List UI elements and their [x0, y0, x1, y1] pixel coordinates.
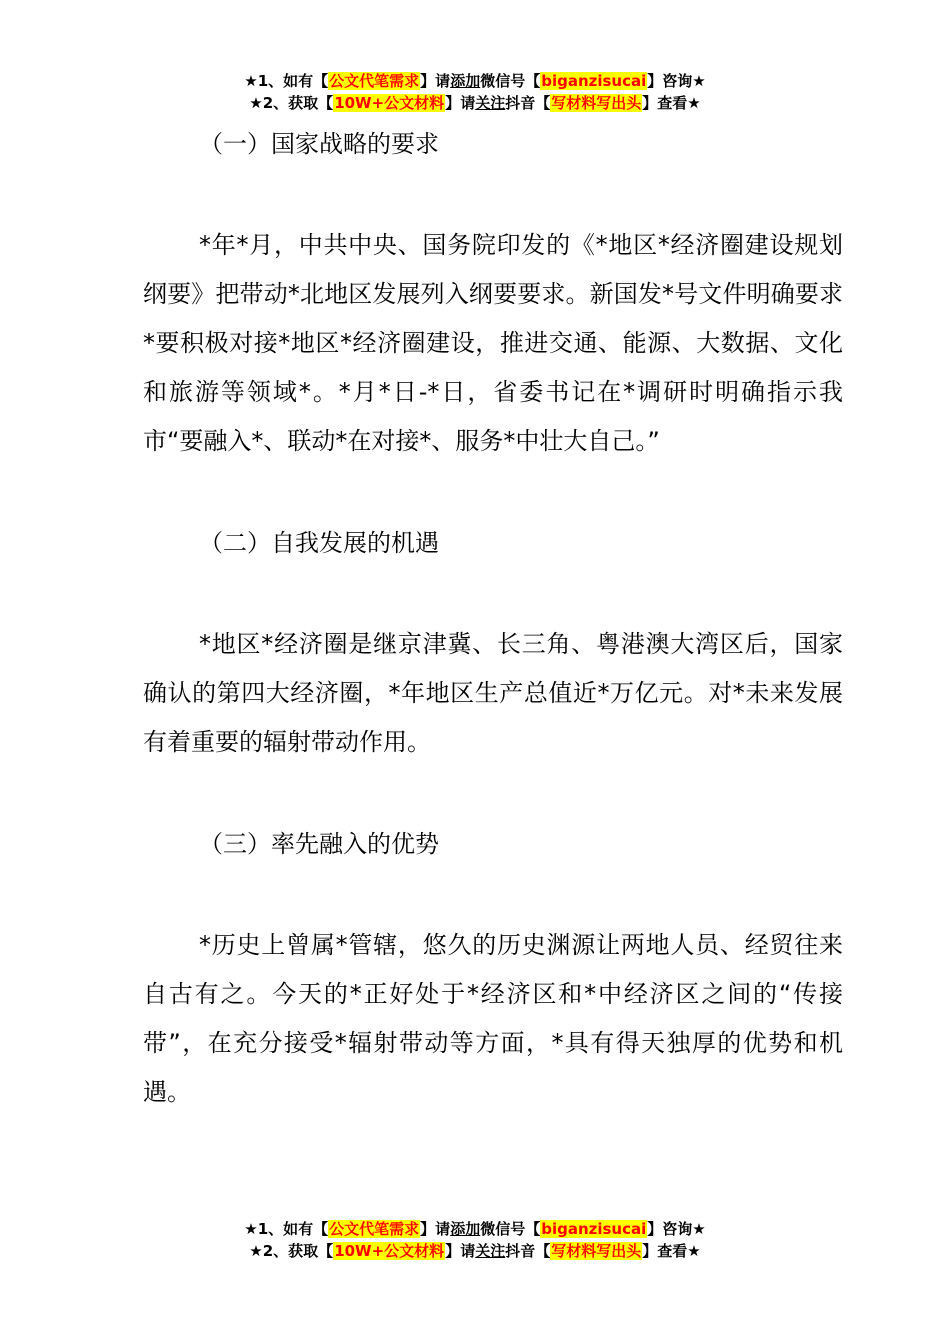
- document-body: [143, 120, 843, 1117]
- banner-underlined-text: 关注: [475, 94, 506, 112]
- banner-highlight: 公文代笔需求: [329, 72, 420, 90]
- banner-text: 微信号【: [480, 72, 541, 90]
- footer-line-2: [0, 1240, 950, 1262]
- banner-text: 】请: [445, 94, 476, 112]
- banner-highlight: 10W+公文材料: [334, 1242, 445, 1260]
- banner-text: 抖音【: [505, 94, 551, 112]
- banner-underlined-text: 添加: [450, 1220, 481, 1238]
- banner-text: 】查看★: [642, 1242, 701, 1260]
- banner-text: 】请: [445, 1242, 476, 1260]
- banner-text: ★1、如有【: [244, 72, 329, 90]
- footer-line-1: [0, 1218, 950, 1240]
- banner-text: ★2、获取【: [249, 94, 334, 112]
- banner-underlined-text: 关注: [475, 1242, 506, 1260]
- banner-douyin-id: 写材料写出头: [551, 94, 642, 112]
- section-paragraph-1: *年*月，中共中央、国务院印发的《*地区*经济圈建设规划纲要》把带动*北地区发展列入纲要要求。新国发*号文件明确要求*要积极对接*地区*经济圈建设，推进交通、能源、大数据、文化和旅游等领域*。*月*日-*日，省委书记在*调研时明确指示我市“要融入*、联动*在对接*、服务*中壮大自己。”: [143, 231, 843, 455]
- section-paragraph-3: *历史上曾属*管辖，悠久的历史渊源让两地人员、经贸往来自古有之。今天的*正好处于*经济区和*中经济区之间的“传接带”，在充分接受*辐射带动等方面，*具有得天独厚的优势和机遇。: [143, 931, 843, 1106]
- banner-text: 抖音【: [505, 1242, 551, 1260]
- banner-text: 】咨询★: [647, 1220, 706, 1238]
- banner-text: ★2、获取【: [249, 1242, 334, 1260]
- section-heading-1: （一）国家战略的要求: [199, 130, 439, 158]
- banner-douyin-id: 写材料写出头: [551, 1242, 642, 1260]
- banner-highlight: 公文代笔需求: [329, 1220, 420, 1238]
- header-banner: [0, 70, 950, 114]
- banner-text: 】咨询★: [647, 72, 706, 90]
- banner-text: 】查看★: [642, 94, 701, 112]
- banner-text: 】请: [420, 1220, 451, 1238]
- section-paragraph-2: *地区*经济圈是继京津冀、长三角、粤港澳大湾区后，国家确认的第四大经济圈，*年地区生产总值近*万亿元。对*未来发展有着重要的辐射带动作用。: [143, 630, 843, 756]
- footer-banner: [0, 1218, 950, 1262]
- banner-highlight: 10W+公文材料: [334, 94, 445, 112]
- banner-text: ★1、如有【: [244, 1220, 329, 1238]
- banner-underlined-text: 添加: [450, 72, 481, 90]
- banner-wechat-id: biganzisucai: [541, 72, 647, 90]
- banner-line-2: [0, 92, 950, 114]
- banner-wechat-id: biganzisucai: [541, 1220, 647, 1238]
- section-heading-2: （二）自我发展的机遇: [199, 529, 439, 557]
- section-heading-3: （三）率先融入的优势: [199, 830, 439, 858]
- banner-line-1: [0, 70, 950, 92]
- banner-text: 微信号【: [480, 1220, 541, 1238]
- banner-text: 】请: [420, 72, 451, 90]
